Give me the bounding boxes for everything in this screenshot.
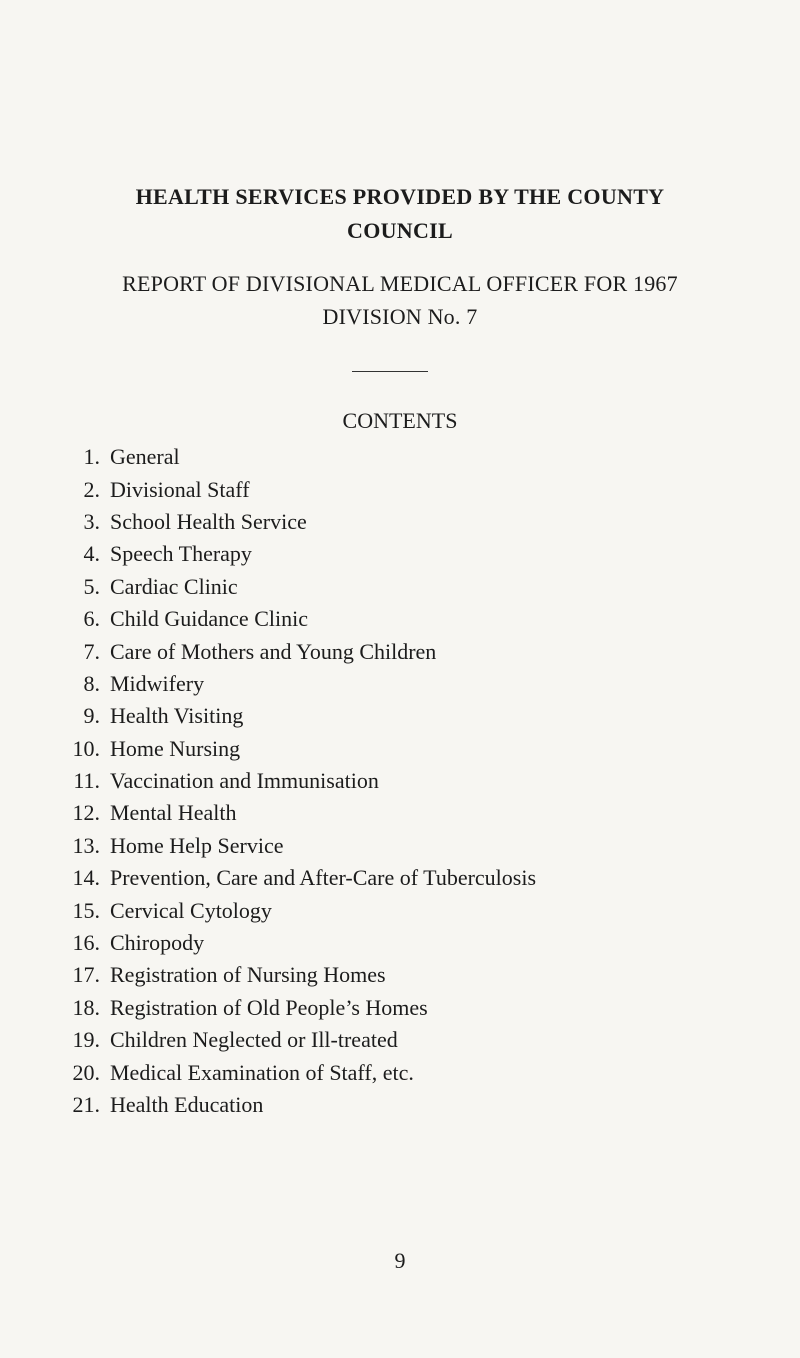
contents-item <box>60 992 536 1024</box>
contents-item <box>60 700 536 732</box>
contents-item-label: Divisional Staff <box>110 476 250 502</box>
contents-item-number: 9. <box>83 703 100 729</box>
contents-item <box>60 862 536 894</box>
page-number: 9 <box>394 1248 406 1273</box>
contents-list <box>60 441 536 1121</box>
contents-item <box>60 473 536 505</box>
contents-item-label: Care of Mothers and Young Children <box>110 638 437 664</box>
report-title: REPORT OF DIVISIONAL MEDICAL OFFICER FOR 1967 <box>122 271 678 296</box>
contents-item-label: Children Neglected or Ill-treated <box>110 1027 398 1053</box>
contents-item-number: 12. <box>72 800 100 826</box>
contents-item <box>60 635 536 667</box>
contents-item-label: Speech Therapy <box>110 541 252 567</box>
contents-item-label: Midwifery <box>110 670 205 696</box>
contents-item <box>60 571 536 603</box>
contents-item-number: 6. <box>83 606 100 632</box>
contents-item-number: 8. <box>83 670 100 696</box>
contents-item-label: Health Education <box>110 1092 264 1117</box>
contents-item-label: Cardiac Clinic <box>110 573 238 599</box>
heading-line-2: COUNCIL <box>347 218 453 243</box>
contents-item-label: Vaccination and Immunisation <box>110 768 379 794</box>
contents-item-label: Chiropody <box>110 930 205 956</box>
division-title: DIVISION No. 7 <box>322 304 478 329</box>
contents-item-number: 7. <box>83 638 100 664</box>
contents-item <box>60 668 536 700</box>
contents-item-label: Child Guidance Clinic <box>110 606 308 632</box>
contents-item <box>60 1056 536 1088</box>
contents-item-number: 18. <box>72 994 100 1020</box>
contents-item-label: Registration of Nursing Homes <box>110 962 386 988</box>
contents-item-label: Health Visiting <box>110 703 244 729</box>
contents-item-number: 5. <box>83 573 100 599</box>
contents-item-label: Home Help Service <box>110 832 284 858</box>
contents-item <box>60 603 536 635</box>
contents-item-label: Medical Examination of Staff, etc. <box>110 1059 414 1085</box>
contents-item-label: Registration of Old People’s Homes <box>110 994 428 1020</box>
heading-line-1: HEALTH SERVICES PROVIDED BY THE COUNTY <box>135 184 665 209</box>
contents-item-number: 15. <box>72 897 100 923</box>
contents-heading: CONTENTS <box>342 408 458 433</box>
contents-item-number: 1. <box>83 444 100 470</box>
contents-item-label: Cervical Cytology <box>110 897 272 923</box>
contents-item-label: Mental Health <box>110 800 237 826</box>
contents-item <box>60 441 536 473</box>
contents-item <box>60 959 536 991</box>
contents-item <box>60 797 536 829</box>
contents-item-label: School Health Service <box>110 508 307 534</box>
divider-rule <box>352 371 428 372</box>
contents-item-label: Home Nursing <box>110 735 241 761</box>
contents-item-number: 10. <box>72 735 100 761</box>
contents-item-number: 2. <box>83 476 100 502</box>
contents-item <box>60 1024 536 1056</box>
contents-item-number: 4. <box>83 541 100 567</box>
contents-item <box>60 506 536 538</box>
contents-item <box>60 538 536 570</box>
contents-item-number: 20. <box>72 1059 100 1085</box>
contents-item <box>60 830 536 862</box>
contents-item-number: 17. <box>72 962 100 988</box>
contents-item <box>60 765 536 797</box>
contents-item-number: 16. <box>72 930 100 956</box>
contents-item-number: 21. <box>72 1092 100 1117</box>
contents-item-number: 13. <box>72 832 100 858</box>
contents-item-number: 14. <box>72 865 100 891</box>
contents-item-label: Prevention, Care and After-Care of Tuberculosis <box>110 865 537 891</box>
contents-item-number: 19. <box>72 1027 100 1053</box>
contents-item <box>60 733 536 765</box>
contents-item-number: 3. <box>83 508 100 534</box>
contents-item <box>60 894 536 926</box>
contents-item <box>60 927 536 959</box>
contents-item <box>60 1089 536 1121</box>
contents-item-number: 11. <box>73 768 100 794</box>
contents-item-label: General <box>110 444 180 470</box>
